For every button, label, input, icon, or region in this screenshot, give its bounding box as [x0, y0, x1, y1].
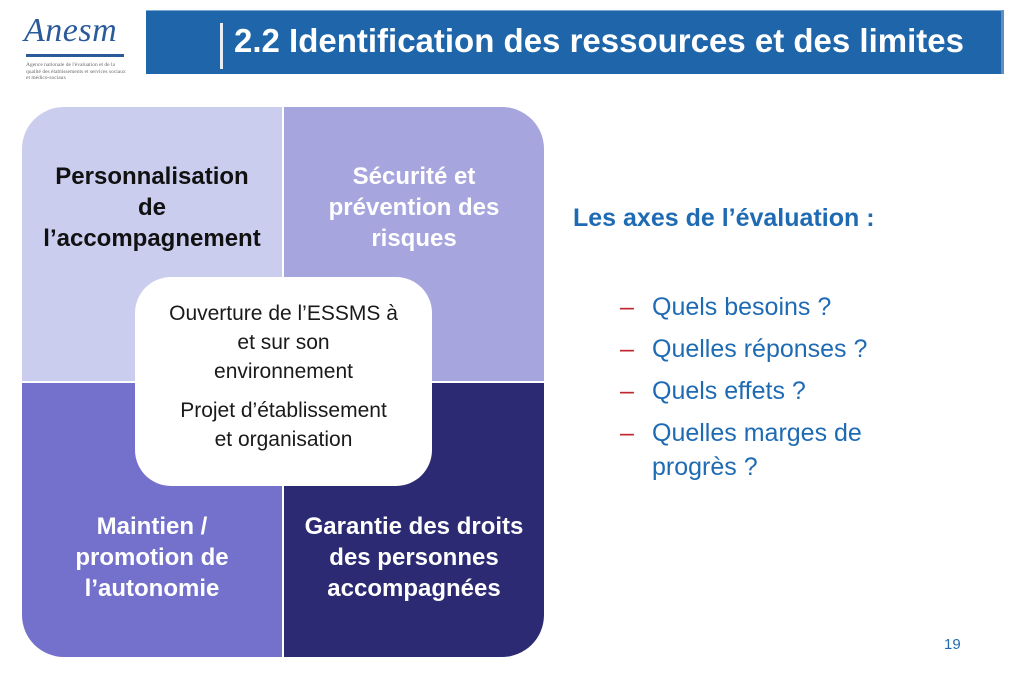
title-banner: [146, 10, 1004, 74]
list-item: [620, 416, 940, 484]
list-item: [620, 374, 940, 408]
evaluation-questions: [620, 290, 940, 492]
quadrant-line: l’accompagnement: [43, 225, 261, 252]
quadrant-diagram: [22, 107, 544, 657]
center-line: Projet d’établissement: [180, 399, 387, 422]
center-gap: [135, 386, 432, 396]
list-item: [620, 332, 940, 366]
quadrant-line: prévention des: [328, 194, 500, 221]
anesm-logo: [22, 10, 132, 80]
question-line: Quelles réponses ?: [652, 335, 868, 363]
dash-bullet: –: [620, 419, 634, 447]
dash-bullet: –: [620, 377, 634, 405]
quadrant-line: l’autonomie: [84, 575, 220, 602]
evaluation-axes-title: Les axes de l’évaluation :: [573, 204, 875, 232]
dash-bullet: –: [620, 335, 634, 363]
question-line: Quels effets ?: [652, 377, 806, 405]
quadrant-line: promotion de: [75, 544, 229, 571]
title-bar-mark: [220, 23, 223, 69]
center-line: environnement: [214, 360, 353, 383]
question-line: progrès ?: [652, 453, 758, 481]
question-line: Quelles marges de: [652, 419, 862, 447]
logo-subtitle: Agence nationale de l'évaluation et de la qualité des établissements et services sociaux et médico-sociaux: [26, 62, 126, 81]
list-item: [620, 290, 940, 324]
quadrant-line: Personnalisation: [55, 163, 249, 190]
page-number: 19: [944, 636, 961, 653]
center-line: Ouverture de l’ESSMS à: [169, 302, 398, 325]
quadrant-line: Sécurité et: [352, 163, 476, 190]
quadrant-line: de: [137, 194, 166, 221]
question-line: Quels besoins ?: [652, 293, 832, 321]
dash-bullet: –: [620, 293, 634, 321]
center-line: et organisation: [214, 428, 353, 451]
quadrant-line: Maintien /: [96, 513, 208, 540]
center-box: [135, 277, 432, 486]
quadrant-line: des personnes: [329, 544, 499, 571]
center-line: et sur son: [237, 331, 330, 354]
quadrant-line: Garantie des droits: [304, 513, 524, 540]
logo-wordmark: Anesm: [24, 12, 118, 49]
quadrant-line: risques: [371, 225, 457, 252]
slide-title: 2.2 Identification des ressources et des limites: [234, 22, 964, 59]
quadrant-line: accompagnées: [327, 575, 501, 602]
logo-underline: [26, 54, 124, 57]
